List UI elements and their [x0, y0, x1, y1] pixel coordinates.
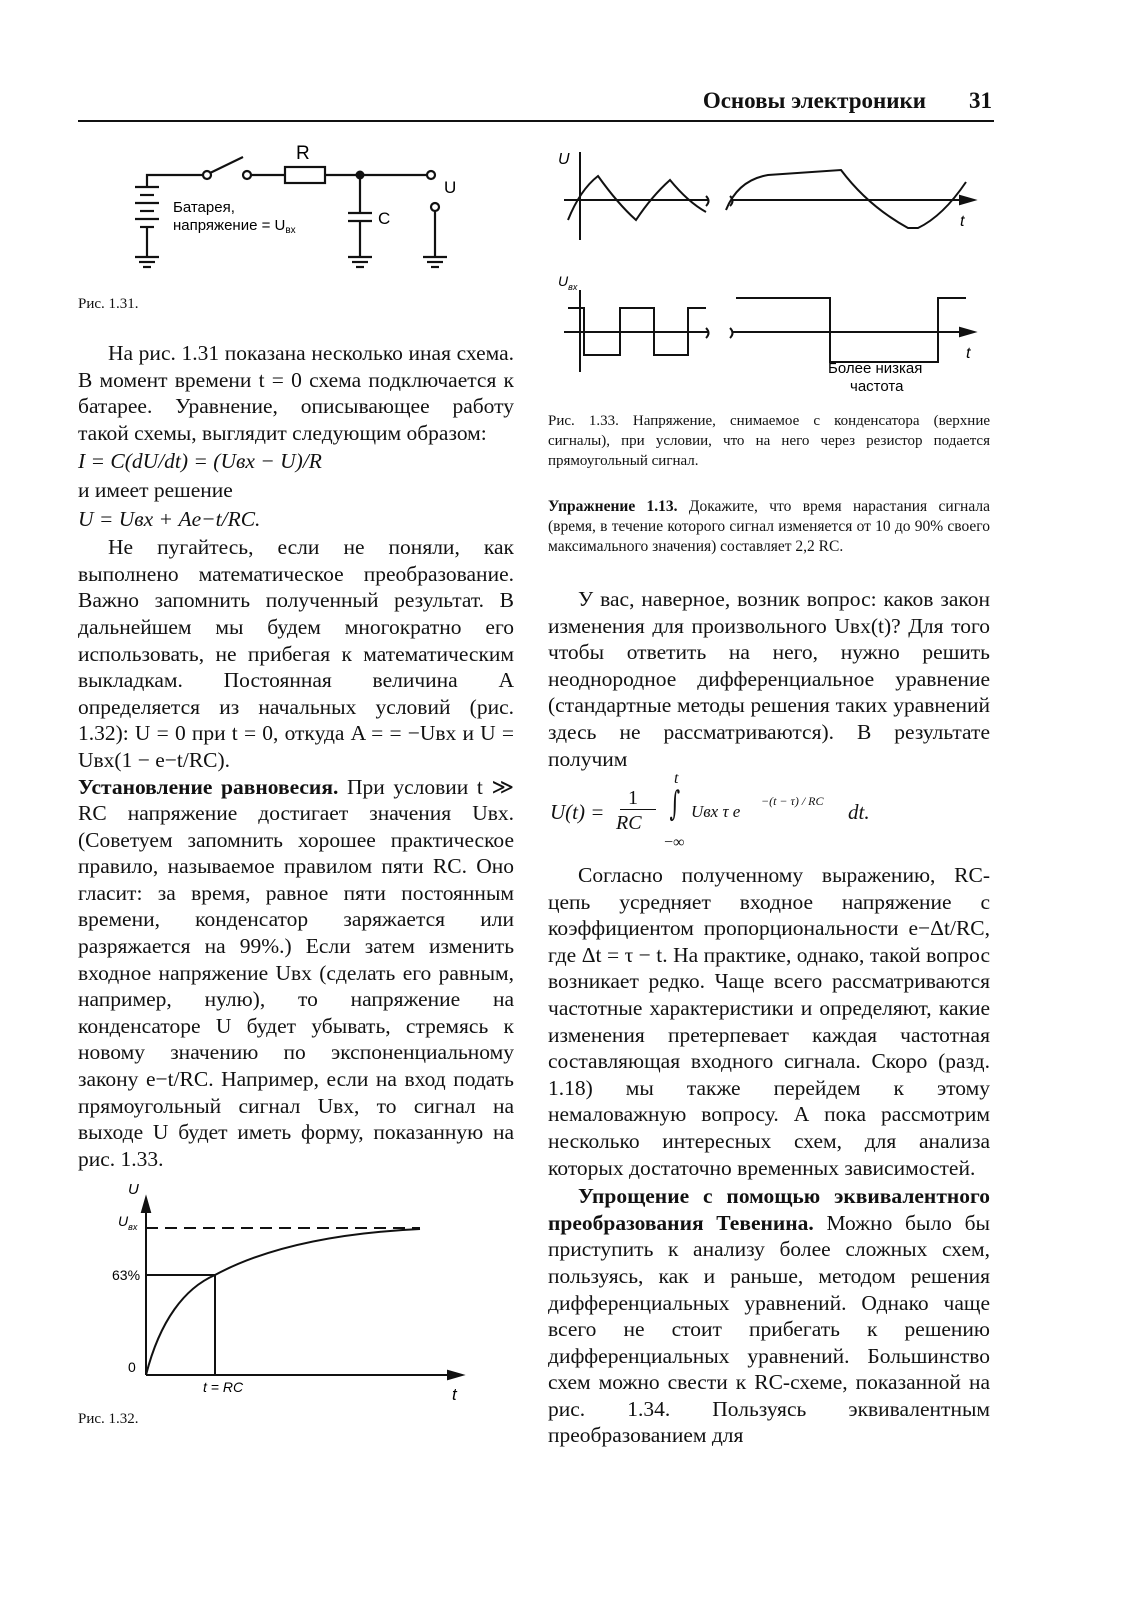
junction-dot	[356, 171, 365, 180]
section-title-thevenin: Упрощение с помощью эквивалентного преобразования Тевенина.	[548, 1184, 990, 1235]
wire-battery-to-switch	[147, 175, 203, 187]
axis-label-Uvx: $U_{вх}$	[558, 273, 578, 292]
left-paragraph-2: и имеет решение	[78, 477, 233, 502]
equation-current: I = C(dU/dt) = (Uвх − U)/R	[78, 449, 322, 474]
label-lower-frequency-1: Более низкая	[828, 360, 923, 377]
capacitor-voltage-wave-fast	[568, 176, 706, 220]
axis-label-t: t	[452, 1385, 457, 1404]
left-paragraph-3: Не пугайтесь, если не поняли, как выполнено математическое преобразование. Важно запомнить полученный результат. В дальнейшем мы будем многократно его использовать, не прибегая к математическим выкладкам. Постоянная величина A определяется из начальных условий (рис. 1.32): U = 0 при t = 0, откуда A = = −Uвх и U = Uвх(1 − e−t/RC).	[78, 535, 514, 772]
axis-label-t-top: t	[960, 213, 965, 230]
left-column	[78, 340, 514, 1172]
left-paragraph-4: Установление равновесия. При условии t ≫ RC напряжение достигает значения Uвх. (Советуем запомнить хорошее практическое правило, называемое правилом пяти RC. Оно гласит: за время, равное пяти постоянным времени, конденсатор заряжается или разряжается на 99%.) Если затем изменить входное напряжение Uвх (сделать его равным, например, нулю), то напряжение на конденсаторе U будет убывать, стремясь к новому значению по экспоненциальному закону e−t/RC. Например, если на вход подать прямоугольный сигнал Uвх, то сигнал на выходе U будет иметь форму, показанную на рис. 1.33.	[78, 774, 515, 1171]
label-battery-2: напряжение = $U_{вх}$	[173, 217, 296, 236]
figure-1-32-caption: Рис. 1.32.	[78, 1411, 139, 1427]
label-t-equals-rc: t = RC	[203, 1379, 244, 1395]
label-R: R	[296, 143, 310, 164]
label-U: U	[444, 178, 457, 197]
label-63-percent: 63%	[112, 1267, 141, 1283]
figure-1-33-waveforms	[548, 140, 994, 395]
right-paragraph-2: Согласно полученному выражению, RC-цепь усредняет входное напряжение с коэффициентом пропорциональности e−Δt/RC, где Δt = τ − t. На практике, однако, такой вопрос возникает редко. Чаще всего рассматриваются частотные характеристики и определяют, какие изменения претерпевает каждая частотная составляющая входного сигнала. Скоро (разд. 1.18) мы также перейдем к этому немаловажную вопросу. А пока рассмотрим несколько интересных схем, для анализа которых достаточно временных зависимостей.	[548, 863, 990, 1180]
exercise-1-13: Упражнение 1.13. Докажите, что время нарастания сигнала (время, в течение которого сигнал изменяется от 10 до 90% своего максимального значения) составляет 2,2 RC.	[548, 498, 990, 555]
label-Uvx: $U_{вх}$	[118, 1213, 138, 1232]
running-header	[78, 88, 994, 122]
figure-1-33-caption: Рис. 1.33. Напряжение, снимаемое с конденсатора (верхние сигналы), при условии, что на него через резистор подается прямоугольный сигнал.	[548, 413, 990, 469]
figure-1-32-graph	[100, 1180, 480, 1405]
axis-label-U: U	[558, 151, 570, 168]
figure-1-31-circuit	[115, 135, 470, 285]
label-zero: 0	[128, 1359, 136, 1375]
output-terminal-bottom	[431, 203, 439, 211]
right-column-top	[548, 586, 990, 772]
right-column-bottom	[548, 862, 990, 1449]
axis-label-U: U	[128, 1181, 139, 1198]
switch-lever	[210, 157, 243, 173]
square-wave-slow	[736, 298, 966, 362]
equation-integral: U(t) = 1 RC ∫ t −∞ Uвх τ e −(t − τ) / RC dt.	[550, 770, 870, 851]
exercise-title: Упражнение 1.13.	[548, 498, 678, 515]
equation-solution: U = Uвх + Ae−t/RC.	[78, 506, 261, 531]
label-C: C	[378, 209, 391, 228]
label-battery-1: Батарея,	[173, 199, 235, 216]
left-paragraph-1: На рис. 1.31 показана несколько иная схема. В момент времени t = 0 схема подключается к батарее. Уравнение, описывающее работу такой схемы, выглядит следующим образом:	[78, 341, 514, 445]
right-paragraph-1: У вас, наверное, возник вопрос: каков закон изменения для произвольного Uвх(t)? Для того чтобы ответить на него, нужно решить неоднородное дифференциальное уравнение (стандартные методы решения таких уравнений здесь не рассматриваются). В результате получим	[548, 587, 990, 771]
section-title-equilibrium: Установление равновесия.	[78, 774, 339, 799]
output-terminal-top	[427, 171, 435, 179]
right-paragraph-3: Упрощение с помощью эквивалентного преобразования Тевенина. Можно было бы приступить к анализу более сложных схем, пользуясь, как и раньше, методом решения дифференциальных уравнений. Однако чаще всего не стоит прибегать к решению дифференциальных уравнений. Большинство схем можно свести к RC-схеме, показанной на рис. 1.34. Пользуясь эквивалентным преобразованием для	[548, 1184, 990, 1448]
axis-label-t-bottom: t	[966, 345, 971, 362]
header-title: Основы электроники	[702, 88, 926, 113]
charging-curve	[146, 1229, 420, 1375]
page-number: 31	[969, 88, 992, 113]
x-axis-arrow	[448, 1371, 462, 1379]
figure-1-31-caption: Рис. 1.31.	[78, 296, 139, 312]
y-axis-arrow	[142, 1198, 150, 1212]
label-lower-frequency-2: частота	[850, 378, 904, 395]
resistor-symbol	[285, 167, 325, 183]
switch-contact-right	[243, 171, 251, 179]
